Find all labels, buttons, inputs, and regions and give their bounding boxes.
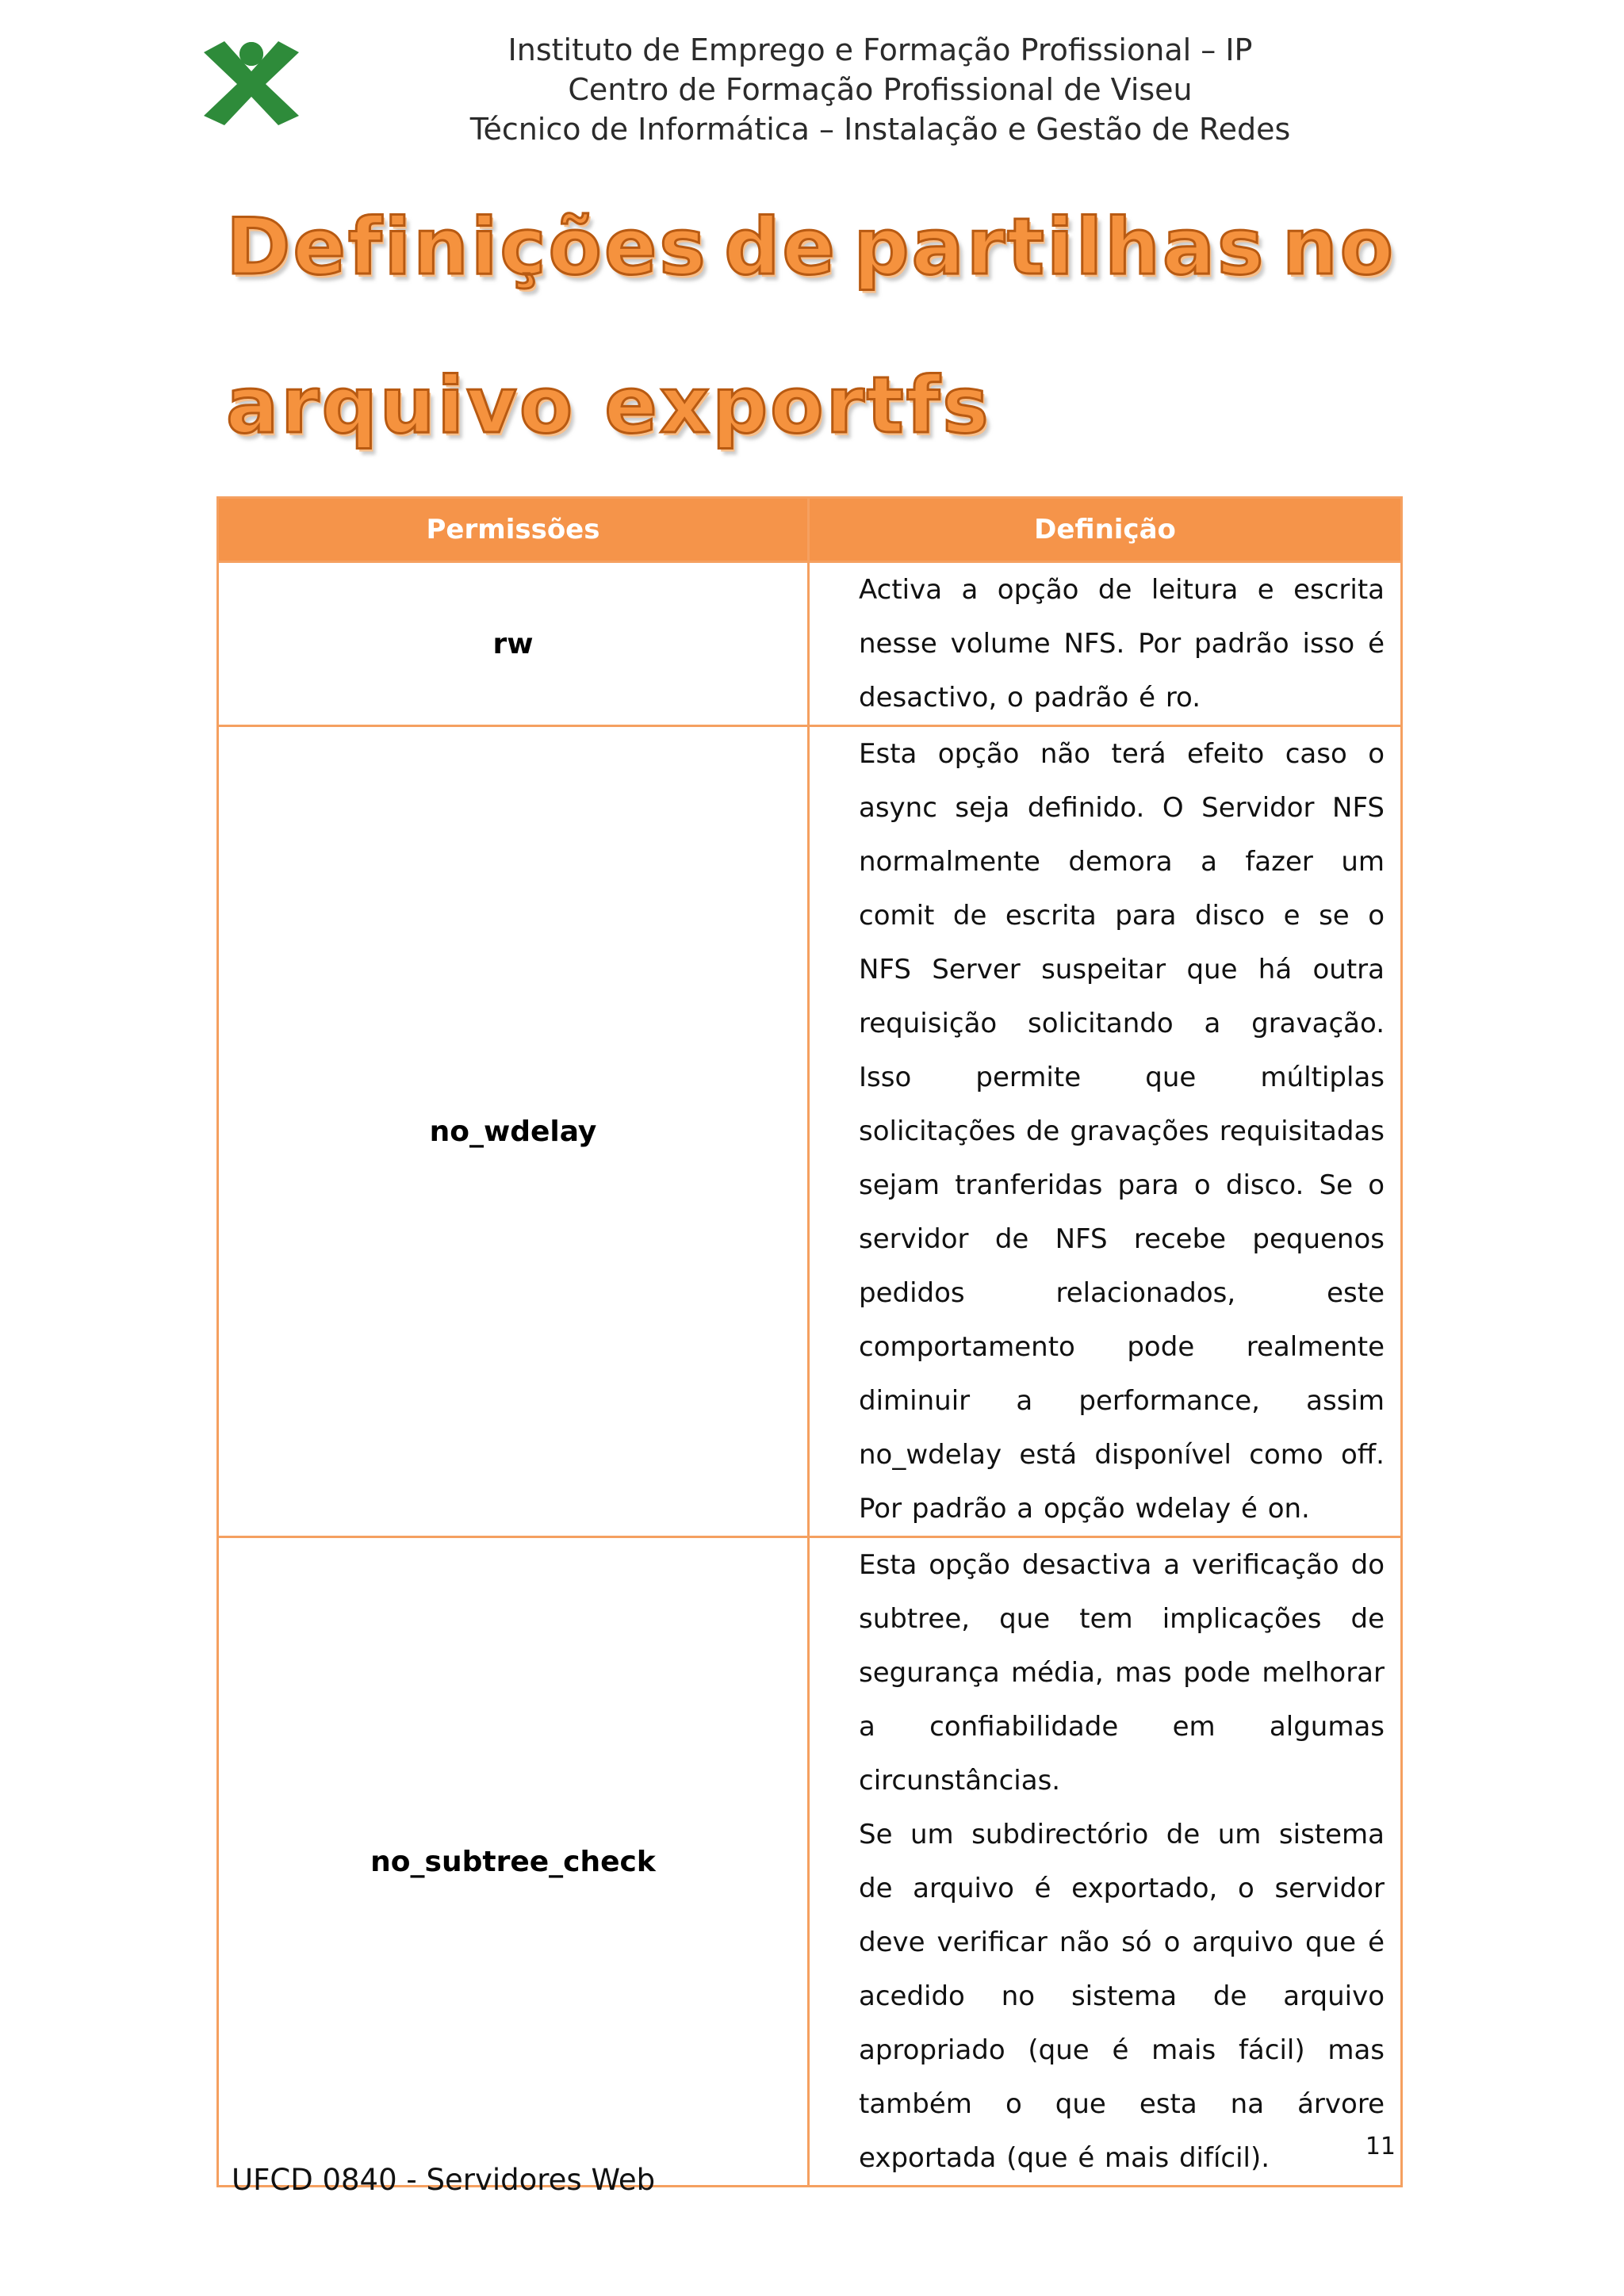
table-row xyxy=(218,1537,1402,2187)
definition-text: Activa a opção de leitura e escrita nesse volume NFS. Por padrão isso é desactivo, o padrão é ro. xyxy=(859,574,1385,714)
title-word: no xyxy=(1281,202,1396,293)
table-row xyxy=(218,562,1402,726)
header-definition: Definição xyxy=(809,498,1402,562)
table-row xyxy=(218,726,1402,1537)
header-institute: Instituto de Emprego e Formação Profissional – IP xyxy=(508,33,1253,67)
definition-cell xyxy=(809,1537,1402,2187)
permission-cell: rw xyxy=(218,562,809,726)
iefp-logo xyxy=(202,38,301,125)
table-header-row xyxy=(218,498,1402,562)
footer-module-label: UFCD 0840 - Servidores Web xyxy=(232,2163,656,2197)
definition-text: Esta opção desactiva a verificação do subtree, que tem implicações de segurança média, mas pode melhorar a confiabilidade em algumas circunstâncias. xyxy=(859,1549,1385,1797)
page-title-line1 xyxy=(226,202,1396,293)
definition-text: Esta opção não terá efeito caso o async seja definido. O Servidor NFS normalmente demora a fazer um comit de escrita para disco e se o NFS Server suspeitar que há outra requisição solicitando a gravação. Isso permite que múltiplas solicitações de gravações requisitadas sejam tranferidas para o disco. Se o servidor de NFS recebe pequenos pedidos relacionados, este comportamento pode realmente diminuir a performance, assim no_wdelay está disponível como off. Por padrão a opção wdelay é on. xyxy=(859,738,1385,1525)
header-course: Técnico de Informática – Instalação e Gestão de Redes xyxy=(469,112,1291,147)
definition-cell xyxy=(809,562,1402,726)
page-title-line2: arquivo exportfs xyxy=(226,361,991,451)
title-word: partilhas xyxy=(853,202,1266,293)
page-number: 11 xyxy=(1365,2133,1396,2160)
institution-header xyxy=(381,30,1380,149)
definition-text: Se um subdirectório de um sistema de arquivo é exportado, o servidor deve verificar não só o arquivo que é acedido no sistema de arquivo apropriado (que é mais fácil) mas também o que esta na árvore exportada (que é mais difícil). xyxy=(859,1819,1385,2174)
header-center: Centro de Formação Profissional de Viseu xyxy=(568,72,1193,107)
permission-cell: no_wdelay xyxy=(218,726,809,1537)
header-permissions: Permissões xyxy=(218,498,809,562)
definition-cell xyxy=(809,726,1402,1537)
permissions-table xyxy=(216,496,1403,2187)
title-word: Definições xyxy=(226,202,708,293)
title-word: de xyxy=(724,202,837,293)
permission-cell: no_subtree_check xyxy=(218,1537,809,2187)
document-header xyxy=(0,0,1624,159)
